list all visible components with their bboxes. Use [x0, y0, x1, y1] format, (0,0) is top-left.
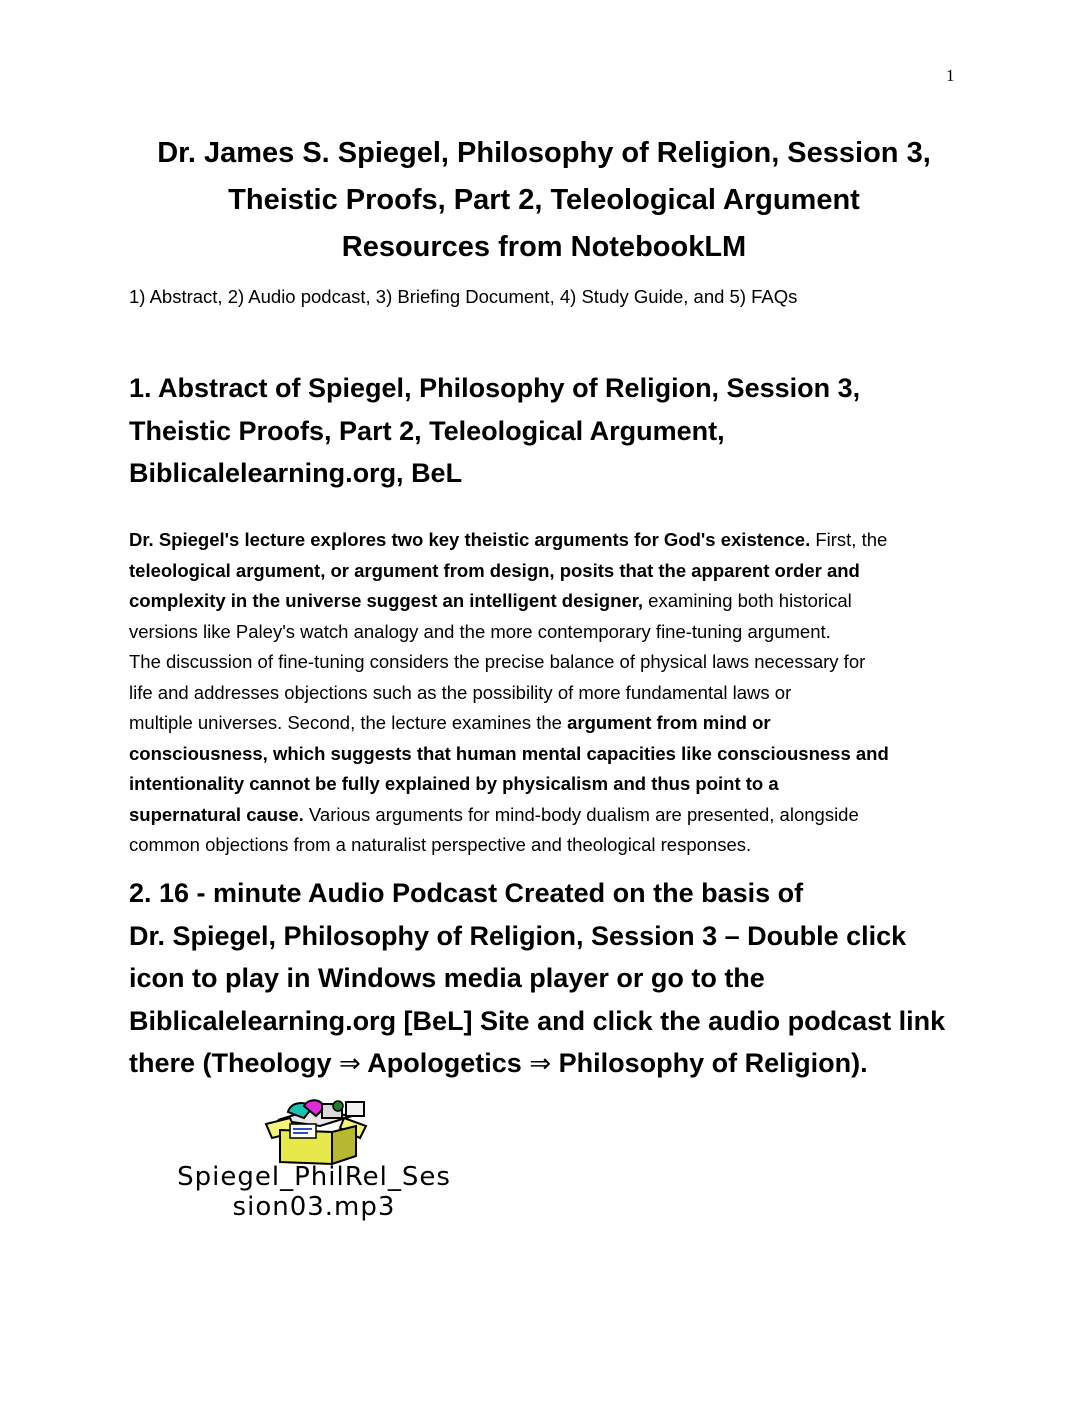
abstract-bold-2: teleological argument, or argument from design, posits that the apparent order and — [129, 559, 860, 581]
page-title — [100, 130, 988, 271]
abstract-line-6: life and addresses objections such as the possibility of more fundamental laws or — [129, 681, 792, 703]
page-number: 1 — [946, 66, 955, 85]
audio-file-label-line-1[interactable]: Spiegel_PhilRel_Ses — [177, 1162, 451, 1192]
abstract-text-3: examining both historical — [643, 590, 852, 611]
contents-line: 1) Abstract, 2) Audio podcast, 3) Briefing Document, 4) Study Guide, and 5) FAQs — [129, 286, 798, 307]
abstract-bold-9: intentionality cannot be fully explained by physicalism and thus point to a — [129, 773, 779, 794]
podcast-heading-line-5 — [129, 1042, 989, 1085]
abstract-text-1: First, the — [810, 529, 888, 550]
abstract-line-2 — [129, 556, 989, 587]
audio-file-attachment[interactable] — [128, 1098, 500, 1222]
podcast-heading-line-3: icon to play in Windows media player or go to the — [129, 963, 765, 993]
breadcrumb-apologetics: Apologetics — [360, 1048, 530, 1078]
abstract-line-5: The discussion of fine-tuning considers the precise balance of physical laws necessary for — [129, 651, 866, 672]
abstract-line-3 — [129, 586, 989, 617]
abstract-text-10: Various arguments for mind-body dualism are presented, alongside — [303, 803, 859, 825]
abstract-line-10 — [129, 800, 989, 831]
abstract-heading — [129, 367, 989, 495]
breadcrumb-theology: there (Theology — [129, 1048, 340, 1078]
abstract-paragraph — [129, 525, 989, 861]
abstract-bold-3: complexity in the universe suggest an intelligent designer, — [129, 590, 644, 611]
abstract-line-7 — [129, 708, 989, 739]
title-line-1: Dr. James S. Spiegel, Philosophy of Religion, Session 3, — [157, 137, 931, 169]
podcast-heading — [129, 872, 989, 1085]
abstract-line-8 — [129, 739, 989, 770]
breadcrumb-philosophy: Philosophy of Religion). — [551, 1048, 868, 1078]
podcast-heading-line-4: Biblicalelearning.org [BeL] Site and click the audio podcast link — [129, 1005, 946, 1036]
abstract-line-1 — [129, 525, 989, 556]
package-icon[interactable] — [260, 1098, 370, 1166]
abstract-bold-7: argument from mind or — [567, 712, 771, 733]
abstract-heading-line-1: 1. Abstract of Spiegel, Philosophy of Religion, Session 3, — [129, 373, 861, 403]
abstract-bold-1: Dr. Spiegel's lecture explores two key theistic arguments for God's existence. — [129, 529, 811, 550]
abstract-text-7: multiple universes. Second, the lecture examines the — [129, 712, 568, 733]
title-line-3: Resources from NotebookLM — [341, 231, 747, 263]
abstract-line-11: common objections from a naturalist perspective and theological responses. — [129, 834, 752, 855]
right-arrow-icon: ⇒ — [339, 1048, 361, 1078]
right-arrow-icon: ⇒ — [529, 1048, 552, 1078]
abstract-heading-line-2: Theistic Proofs, Part 2, Teleological Argument, — [129, 415, 725, 446]
abstract-line-9 — [129, 769, 989, 800]
title-line-2: Theistic Proofs, Part 2, Teleological Argument — [228, 184, 860, 216]
audio-file-label-line-2[interactable]: sion03.mp3 — [232, 1192, 396, 1222]
podcast-heading-line-2: Dr. Spiegel, Philosophy of Religion, Session 3 – Double click — [129, 920, 907, 951]
abstract-heading-line-3: Biblicalelearning.org, BeL — [129, 458, 463, 488]
abstract-line-4: versions like Paley's watch analogy and the more contemporary fine-tuning argument. — [129, 620, 831, 642]
abstract-bold-8: consciousness, which suggests that human mental capacities like consciousness and — [129, 742, 889, 764]
audio-file-label[interactable] — [128, 1162, 500, 1222]
abstract-bold-10: supernatural cause. — [129, 803, 304, 825]
podcast-heading-line-1: 2. 16 - minute Audio Podcast Created on the basis of — [129, 878, 804, 908]
